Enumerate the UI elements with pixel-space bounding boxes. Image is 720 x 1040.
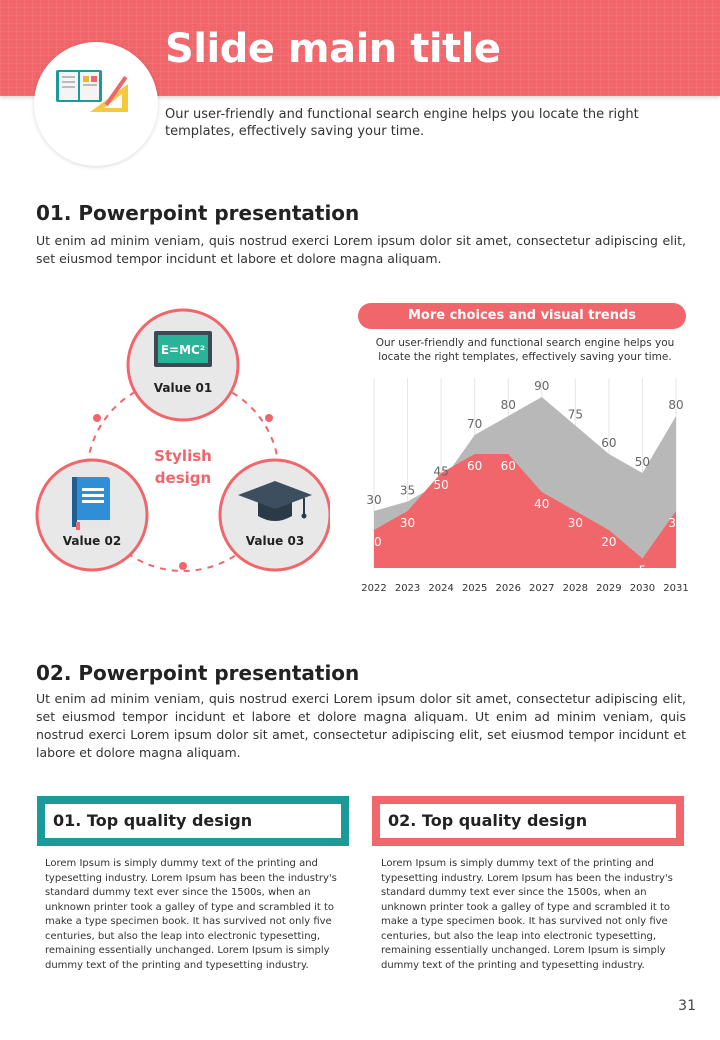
svg-text:E=MC²: E=MC² [160,343,206,357]
cycle-diagram [30,300,330,580]
data-label: 60 [500,459,516,473]
section1-title: 01. Powerpoint presentation [36,201,360,225]
x-tick-label: 2026 [495,583,521,594]
data-label: 50 [433,478,449,492]
slide-subtitle: Our user-friendly and functional search engine helps you locate the right templates, effectively saving your time. [165,107,639,139]
data-label: 70 [467,417,483,431]
data-label: 60 [467,459,483,473]
data-label: 75 [567,407,583,422]
ring-dot [93,414,101,422]
data-label: 80 [500,398,516,412]
book-ruler-icon [54,66,134,116]
data-label: 40 [534,497,550,511]
chart-title-pill: More choices and visual trends [358,303,686,329]
data-label: 20 [601,535,617,549]
value-01-label: Value 01 [153,381,213,395]
data-label: 60 [601,436,617,450]
page-number: 31 [678,998,696,1014]
cycle-node-value-02 [37,460,147,570]
value-03-label: Value 03 [245,534,305,548]
x-tick-label: 2022 [361,583,387,594]
data-label: 30 [668,516,684,530]
data-label: 5 [638,563,647,578]
data-label: 50 [634,455,651,469]
book-icon [72,477,110,530]
x-tick-label: 2030 [629,583,656,594]
feature-box-1-title: 01. Top quality design [53,811,253,830]
chart-subtitle: Our user-friendly and functional search engine helps you locate the right templates, effectively saving your time. [375,337,675,363]
center-label-line1: Stylish [154,447,212,465]
feature-box-2-text: Lorem Ipsum is simply dummy text of the printing and typesetting industry. Lorem Ipsum has been the industry's standard dummy text ever since the 1500s, when an unknown printer took a galley of type and scrambled it to make a type specimen book. It has survived not only five centuries, but also the leap into electronic typesetting, remaining essentially unchanged. Lorem Ipsum is simply dummy text of the printing and typesetting industry. [381,858,673,971]
blackboard-icon [154,331,212,367]
data-label: 30 [567,516,583,530]
data-label: 20 [366,535,382,549]
feature-box-1-text: Lorem Ipsum is simply dummy text of the printing and typesetting industry. Lorem Ipsum has been the industry's standard dummy text ever since the 1500s, when an unknown printer took a galley of type and scrambled it to make a type specimen book. It has survived not only five centuries, but also the leap into electronic typesetting, remaining essentially unchanged. Lorem Ipsum is simply dummy text of the printing and typesetting industry. [45,858,337,971]
x-tick-label: 2028 [562,583,589,594]
data-label: 90 [534,379,550,393]
feature-box-2 [372,796,684,846]
center-label-line2: design [154,469,212,487]
area-chart [358,378,698,600]
ring-dot [179,562,187,570]
x-tick-label: 2027 [529,583,555,594]
cycle-node-value-03 [220,460,330,570]
x-tick-label: 2029 [596,583,622,594]
section1-body: Ut enim ad minim veniam, quis nostrud exerci Lorem ipsum dolor sit amet, consectetur adipiscing elit, set eiusmod tempor incidunt et labore et dolore magna aliquam. [36,233,686,266]
x-tick-label: 2024 [428,583,454,594]
data-label: 45 [433,464,449,479]
data-label: 35 [399,483,416,498]
cycle-node-value-01 [128,310,238,420]
data-label: 80 [668,398,684,412]
x-tick-label: 2031 [663,583,689,594]
data-label: 30 [399,516,416,530]
feature-box-1 [37,796,349,846]
data-label: 30 [366,493,382,507]
x-tick-label: 2023 [394,583,421,594]
slide-title: Slide main title [165,26,501,72]
feature-box-2-title: 02. Top quality design [388,811,588,830]
section2-title: 02. Powerpoint presentation [36,661,360,685]
x-tick-label: 2025 [461,583,488,594]
ring-dot [265,414,273,422]
section2-body: Ut enim ad minim veniam, quis nostrud exerci Lorem ipsum dolor sit amet, consectetur adipiscing elit, set eiusmod tempor incidunt et labore et dolore magna aliquam. Ut enim ad minim veniam, quis nostrud exerci Lorem ipsum dolor sit amet, consectetur adipiscing elit, set eiusmod tempor incidunt et labore et dolore magna aliquam. [36,691,686,760]
value-02-label: Value 02 [62,534,122,548]
